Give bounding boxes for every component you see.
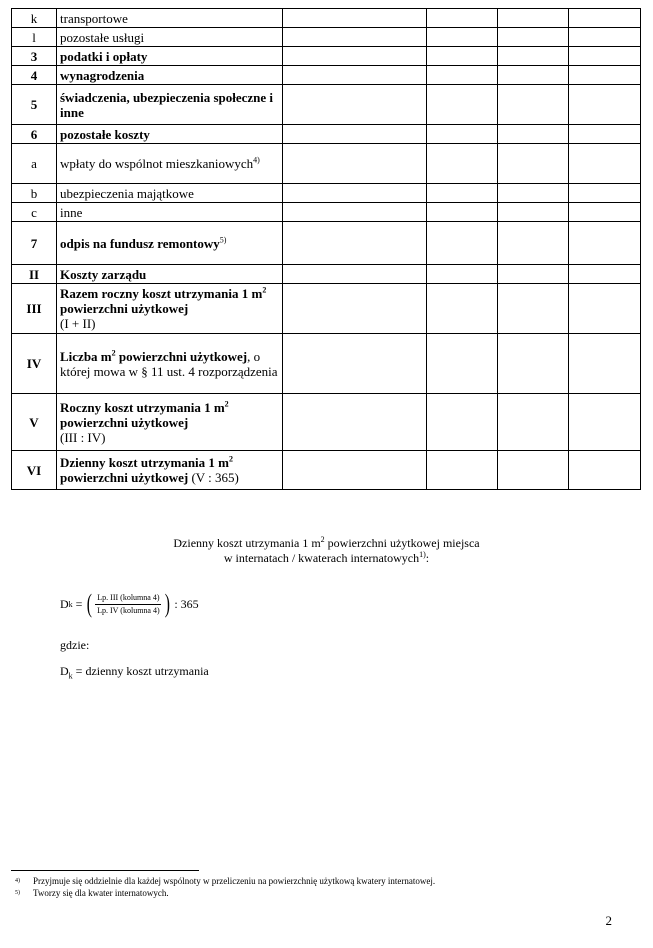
- cell: [498, 284, 569, 334]
- row-label-bold: powierzchni użytkowej: [115, 348, 248, 364]
- table-row: [12, 203, 641, 222]
- cell: [569, 85, 641, 125]
- row-label-normal: (I + II): [60, 316, 96, 331]
- table-row: [12, 47, 641, 66]
- table-row: [12, 222, 641, 265]
- heading-line-1: [0, 536, 653, 551]
- table-row: [12, 144, 641, 184]
- row-label-text: wpłaty do wspólnot mieszkaniowych: [60, 156, 254, 171]
- row-lp: 7: [12, 222, 57, 265]
- footnote-ref: 5): [219, 235, 227, 245]
- cell: [283, 66, 427, 85]
- row-label: [57, 334, 283, 394]
- footnote-mark: 4): [15, 878, 20, 884]
- definition-subscript: k: [68, 671, 73, 681]
- row-lp: l: [12, 28, 57, 47]
- cell: [283, 222, 427, 265]
- table-row: [12, 334, 641, 394]
- cell: [569, 334, 641, 394]
- row-label-normal: (III : IV): [60, 429, 106, 445]
- table-row: [12, 265, 641, 284]
- footnote-mark: 5): [15, 890, 20, 896]
- superscript: 2: [224, 399, 229, 409]
- cell: [427, 222, 498, 265]
- footnote-text: Przyjmuje się oddzielnie dla każdej wspólnoty w przeliczeniu na powierzchnię użytkową kwatery internatowej.: [33, 876, 436, 886]
- heading-text: powierzchni użytkowej miejsca: [324, 536, 480, 550]
- cell: [569, 184, 641, 203]
- row-label: świadczenia, ubezpieczenia społeczne i inne: [57, 85, 283, 125]
- cell: [569, 265, 641, 284]
- formula-equals: =: [72, 596, 86, 611]
- cell: [427, 125, 498, 144]
- cell: [498, 66, 569, 85]
- superscript: 2: [320, 535, 325, 544]
- heading-text: Dzienny koszt utrzymania 1 m: [173, 536, 321, 550]
- section-heading: [0, 536, 653, 566]
- row-lp: c: [12, 203, 57, 222]
- cell: [427, 85, 498, 125]
- cell: [427, 9, 498, 28]
- row-lp: III: [12, 284, 57, 334]
- row-lp: 4: [12, 66, 57, 85]
- row-lp: VI: [12, 451, 57, 490]
- footnote-separator: [11, 870, 199, 871]
- cell: [569, 222, 641, 265]
- cell: [283, 284, 427, 334]
- row-lp: 3: [12, 47, 57, 66]
- cell: [427, 284, 498, 334]
- cell: [427, 47, 498, 66]
- cell: [283, 125, 427, 144]
- row-label: [57, 284, 283, 334]
- superscript: 2: [262, 285, 267, 295]
- formula-denominator: Lp. IV (kolumna 4): [97, 605, 160, 615]
- cell: [498, 394, 569, 451]
- table-row: [12, 9, 641, 28]
- cell: [427, 334, 498, 394]
- row-lp: IV: [12, 334, 57, 394]
- row-label: podatki i opłaty: [57, 47, 283, 66]
- where-label: gdzie:: [60, 638, 90, 652]
- cell: [569, 28, 641, 47]
- cell: [427, 265, 498, 284]
- cell: [283, 144, 427, 184]
- table-row: [12, 451, 641, 490]
- row-label-normal: , o której mowa w § 11 ust. 4 rozporządzenia: [60, 348, 278, 379]
- table-row: [12, 394, 641, 451]
- cell: [427, 394, 498, 451]
- row-label: [57, 451, 283, 490]
- cell: [283, 451, 427, 490]
- cell: [569, 47, 641, 66]
- cell: [498, 28, 569, 47]
- cell: [569, 66, 641, 85]
- cell: [283, 9, 427, 28]
- table-row: [12, 28, 641, 47]
- row-label-bold: Roczny koszt utrzymania 1 m: [60, 399, 225, 415]
- cell: [569, 451, 641, 490]
- cell: [498, 47, 569, 66]
- cell: [427, 144, 498, 184]
- definition-symbol: D: [60, 664, 69, 678]
- footnote-ref: 4): [253, 155, 260, 165]
- cell: [283, 28, 427, 47]
- row-label-bold: Liczba m: [60, 348, 112, 364]
- table-row: [12, 85, 641, 125]
- row-lp: 5: [12, 85, 57, 125]
- cell: [569, 125, 641, 144]
- cell: [569, 9, 641, 28]
- row-lp: b: [12, 184, 57, 203]
- cell: [283, 47, 427, 66]
- definition: [60, 664, 209, 680]
- footnote-ref: 1): [419, 550, 426, 559]
- row-label: pozostałe koszty: [57, 125, 283, 144]
- table-row: [12, 66, 641, 85]
- cell: [498, 9, 569, 28]
- table-row: [12, 284, 641, 334]
- cell: [427, 203, 498, 222]
- row-label: inne: [57, 203, 283, 222]
- cell: [498, 451, 569, 490]
- page-number: 2: [605, 913, 612, 928]
- cell: [569, 144, 641, 184]
- cell: [498, 184, 569, 203]
- cell: [569, 203, 641, 222]
- cell: [283, 265, 427, 284]
- row-label-bold: Razem roczny koszt utrzymania 1 m: [60, 286, 263, 301]
- row-label: [57, 144, 283, 184]
- row-label-bold: powierzchni użytkowej: [60, 301, 189, 316]
- row-label-text: odpis na fundusz remontowy: [60, 235, 220, 251]
- row-lp: a: [12, 144, 57, 184]
- formula-fraction: [95, 593, 162, 616]
- cell: [283, 85, 427, 125]
- cell: [498, 334, 569, 394]
- row-label: transportowe: [57, 9, 283, 28]
- cell: [427, 28, 498, 47]
- row-label: Koszty zarządu: [57, 265, 283, 284]
- footnote: [15, 876, 435, 887]
- row-lp: V: [12, 394, 57, 451]
- right-paren: ): [164, 589, 170, 618]
- row-label-bold: powierzchni użytkowej: [60, 414, 189, 430]
- cell: [283, 334, 427, 394]
- cost-table: [11, 8, 641, 490]
- cell: [283, 203, 427, 222]
- row-label: ubezpieczenia majątkowe: [57, 184, 283, 203]
- cell: [427, 184, 498, 203]
- row-label: pozostałe usługi: [57, 28, 283, 47]
- row-label: wynagrodzenia: [57, 66, 283, 85]
- cell: [427, 66, 498, 85]
- cell: [498, 203, 569, 222]
- row-lp: II: [12, 265, 57, 284]
- formula-rhs: : 365: [171, 596, 199, 611]
- heading-line-2: [0, 551, 653, 566]
- row-label: [57, 222, 283, 265]
- cell: [498, 222, 569, 265]
- cell: [498, 265, 569, 284]
- cell: [498, 85, 569, 125]
- heading-text: :: [425, 551, 430, 565]
- row-lp: k: [12, 9, 57, 28]
- row-lp: 6: [12, 125, 57, 144]
- cell: [283, 184, 427, 203]
- cell: [427, 451, 498, 490]
- formula: [60, 590, 199, 618]
- formula-lhs-subscript: k: [68, 599, 73, 609]
- row-label-bold: powierzchni użytkowej: [60, 470, 189, 485]
- row-label-bold: Dzienny koszt utrzymania 1 m: [60, 455, 229, 470]
- cell: [498, 125, 569, 144]
- definition-text: = dzienny koszt utrzymania: [72, 664, 209, 678]
- cell: [569, 284, 641, 334]
- formula-lhs: D: [60, 596, 69, 611]
- row-label: [57, 394, 283, 451]
- superscript: 2: [111, 348, 116, 358]
- left-paren: (: [87, 589, 93, 618]
- cell: [569, 394, 641, 451]
- table-row: [12, 184, 641, 203]
- footnote: [15, 888, 169, 899]
- table-row: [12, 125, 641, 144]
- heading-text: w internatach / kwaterach internatowych: [223, 551, 420, 565]
- row-label-normal: (V : 365): [188, 470, 239, 485]
- footnote-text: Tworzy się dla kwater internatowych.: [33, 888, 169, 898]
- formula-numerator: Lp. III (kolumna 4): [95, 593, 161, 605]
- cell: [283, 394, 427, 451]
- cell: [498, 144, 569, 184]
- superscript: 2: [229, 454, 233, 464]
